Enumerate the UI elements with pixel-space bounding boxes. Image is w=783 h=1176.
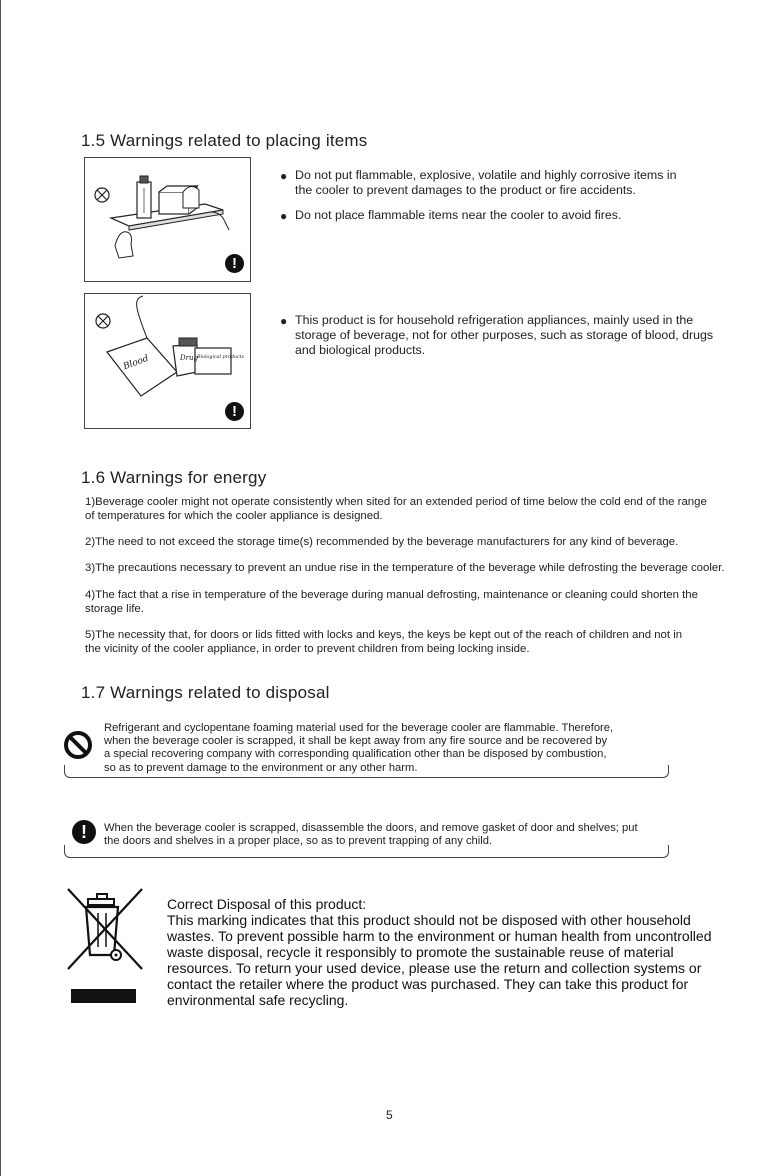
disposal-info: Correct Disposal of this product: This marking indicates that this product should not be disposed with other household wastes. To prevent possible harm to the environment or human health from uncontrolled waste disposal, recycle it responsibly to promote the sustainable reuse of material resources. To return your used device, please use the return and collection systems or contact the retailer where the product was purchased. They can take this product for environmental safe recycling. — [167, 896, 747, 1008]
bullet-dot-icon: ● — [280, 169, 288, 183]
crossed-bin-icon — [62, 885, 148, 975]
disposal-warning-2: When the beverage cooler is scrapped, disassemble the doors, and remove gasket of door and shelves; put the doors and shelves in a proper place, so as to prevent trapping of any child. — [104, 822, 638, 848]
warning-2-bracket — [64, 845, 669, 858]
page-number: 5 — [386, 1108, 393, 1122]
disposal-warning-1: Refrigerant and cyclopentane foaming material used for the beverage cooler are flammable. Therefore, when the beverage cooler is scrapped, it shall be kept away from any fire source and be recovered by a special recovering company with corresponding qualification other than be disposed by combustion, so as to prevent damage to the environment or any other harm. — [104, 722, 614, 774]
label-drug: Drug — [180, 354, 198, 362]
bullet-dot-icon: ● — [280, 209, 288, 223]
bullet-3: ● This product is for household refrigeration appliances, mainly used in the storage of beverage, not for other purposes, such as storage of blood, drugs and biological products. — [280, 313, 714, 357]
no-entry-icon — [63, 730, 93, 760]
caution-icon: ! — [72, 820, 96, 844]
illustration-shelf-items — [84, 157, 251, 282]
label-biological: Biological products — [197, 355, 245, 360]
caution-icon: ! — [225, 254, 244, 273]
caution-icon: ! — [225, 402, 244, 421]
label-blood: Blood — [122, 353, 151, 373]
weee-bar — [71, 989, 136, 1003]
bullet-2: ● Do not place flammable items near the cooler to avoid fires. — [280, 208, 622, 223]
prohibited-icon — [95, 188, 109, 202]
bullet-dot-icon: ● — [280, 314, 288, 328]
energy-item-2: 2)The need to not exceed the storage time(s) recommended by the beverage manufacturers for any kind of beverage. — [85, 536, 679, 548]
prohibited-icon — [96, 314, 110, 328]
illustration-blood-drugs — [84, 293, 251, 429]
energy-item-1: 1)Beverage cooler might not operate consistently when sited for an extended period of time below the cold end of the range of temperatures for which the cooler appliance is designed. — [85, 496, 707, 522]
disposal-title: Correct Disposal of this product: — [167, 896, 367, 912]
section-1-5-heading: 1.5 Warnings related to placing items — [81, 131, 368, 150]
warning-1-bracket — [64, 765, 669, 778]
section-1-6-heading: 1.6 Warnings for energy — [81, 468, 267, 487]
page-edge — [0, 0, 1, 1176]
energy-item-5: 5)The necessity that, for doors or lids fitted with locks and keys, the keys be kept out of the reach of children and not in the vicinity of the cooler appliance, in order to prevent children from being locking inside. — [85, 629, 683, 655]
section-1-7-heading: 1.7 Warnings related to disposal — [81, 683, 330, 702]
bullet-1: ● Do not put flammable, explosive, volatile and highly corrosive items in the cooler to prevent damages to the product or fire accidents. — [280, 168, 677, 197]
energy-item-4: 4)The fact that a rise in temperature of the beverage during manual defrosting, maintenance or cleaning could shorten the storage life. — [85, 589, 698, 615]
energy-item-3: 3)The precautions necessary to prevent an undue rise in the temperature of the beverage while defrosting the beverage cooler. — [85, 562, 725, 574]
